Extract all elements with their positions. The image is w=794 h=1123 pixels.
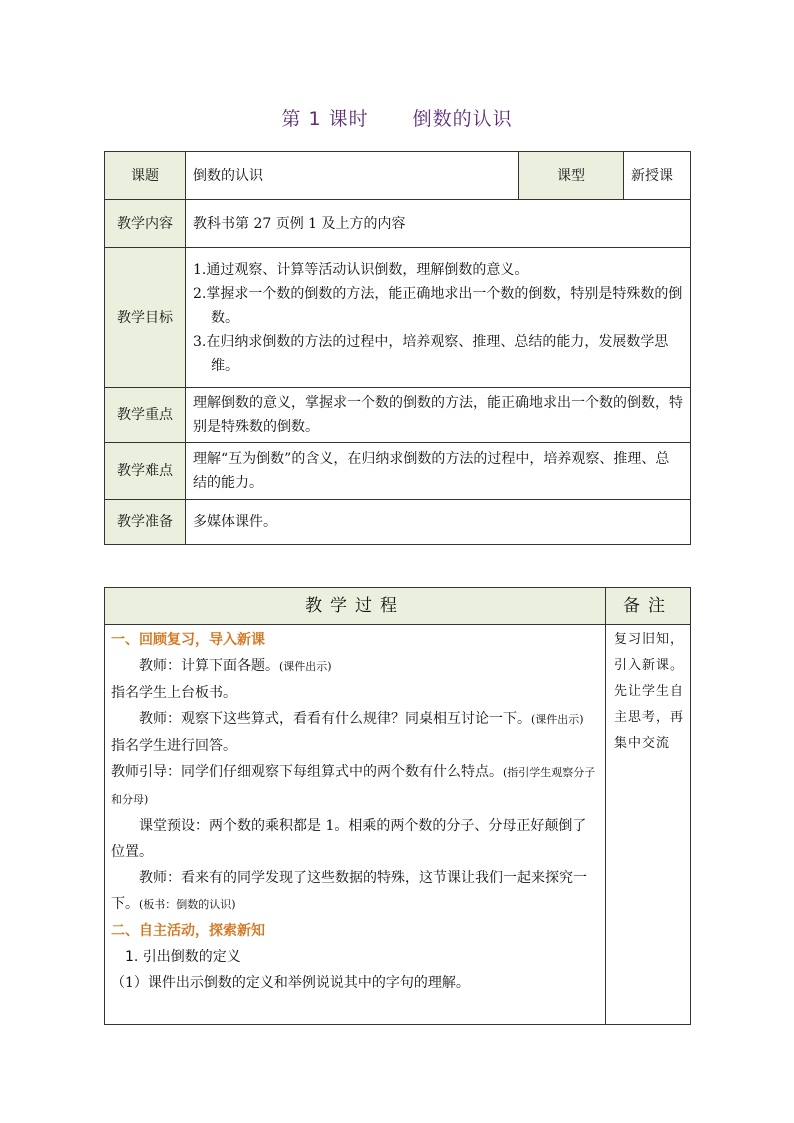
process-line: 教师：计算下面各题。(课件出示): [139, 658, 332, 674]
lesson-number: 第 1 课时: [281, 108, 369, 130]
difficulty-label: 教学难点: [105, 443, 186, 500]
content-label: 教学内容: [105, 200, 186, 248]
process-line: （1）课件出示倒数的定义和举例说说其中的字句的理解。: [111, 975, 470, 991]
process-content: [105, 625, 606, 1025]
section-heading: 二、自主活动，探索新知: [111, 923, 265, 939]
type-value: 新授课: [624, 152, 691, 200]
prep-value: 多媒体课件。: [186, 500, 691, 545]
process-line: 1. 引出倒数的定义: [125, 949, 241, 965]
goal-item: 3.在归纳求倒数的方法的过程中，培养观察、推理、总结的能力，发展数学思维。: [193, 333, 669, 374]
note-header: 备注: [606, 588, 691, 625]
key-label: 教学重点: [105, 388, 186, 443]
remark-cell: 复习旧知，引入新课。先让学生自主思考，再集中交流: [606, 625, 691, 1025]
lesson-topic: 倒数的认识: [412, 108, 513, 130]
process-line: 教师引导：同学们仔细观察下每组算式中的两个数有什么特点。(指引学生观察分子和分母): [111, 764, 596, 806]
topic-label: 课题: [105, 152, 186, 200]
process-line: 教师：观察下这些算式，看看有什么规律？同桌相互讨论一下。(课件出示): [139, 711, 584, 727]
process-header: 教学过程: [105, 588, 606, 625]
content-value: 教科书第 27 页例 1 及上方的内容: [186, 200, 691, 248]
goals-cell: [186, 248, 691, 388]
lesson-info-table: [104, 151, 691, 545]
topic-value: 倒数的认识: [186, 152, 519, 200]
section-heading: 一、回顾复习，导入新课: [111, 632, 265, 648]
key-value: 理解倒数的意义，掌握求一个数的倒数的方法，能正确地求出一个数的倒数，特别是特殊数的倒数。: [186, 388, 691, 443]
type-label: 课型: [519, 152, 624, 200]
process-line: 指名学生进行回答。: [111, 738, 237, 754]
process-line: 指名学生上台板书。: [111, 685, 237, 701]
goal-item: 1.通过观察、计算等活动认识倒数，理解倒数的意义。: [193, 261, 529, 278]
goals-label: 教学目标: [105, 248, 186, 388]
goal-item: 2.掌握求一个数的倒数的方法，能正确地求出一个数的倒数，特别是特殊数的倒数。: [193, 285, 683, 326]
teaching-process-table: [104, 587, 691, 1025]
prep-label: 教学准备: [105, 500, 186, 545]
process-line: 教师：看来有的同学发现了这些数据的特殊，这节课让我们一起来探究一下。(板书：倒数的认识): [111, 870, 587, 912]
page-title: [0, 104, 794, 131]
process-line: 课堂预设：两个数的乘积都是 1。相乘的两个数的分子、分母正好颠倒了位置。: [111, 818, 587, 860]
difficulty-value: 理解“互为倒数”的含义，在归纳求倒数的方法的过程中，培养观察、推理、总结的能力。: [186, 443, 691, 500]
